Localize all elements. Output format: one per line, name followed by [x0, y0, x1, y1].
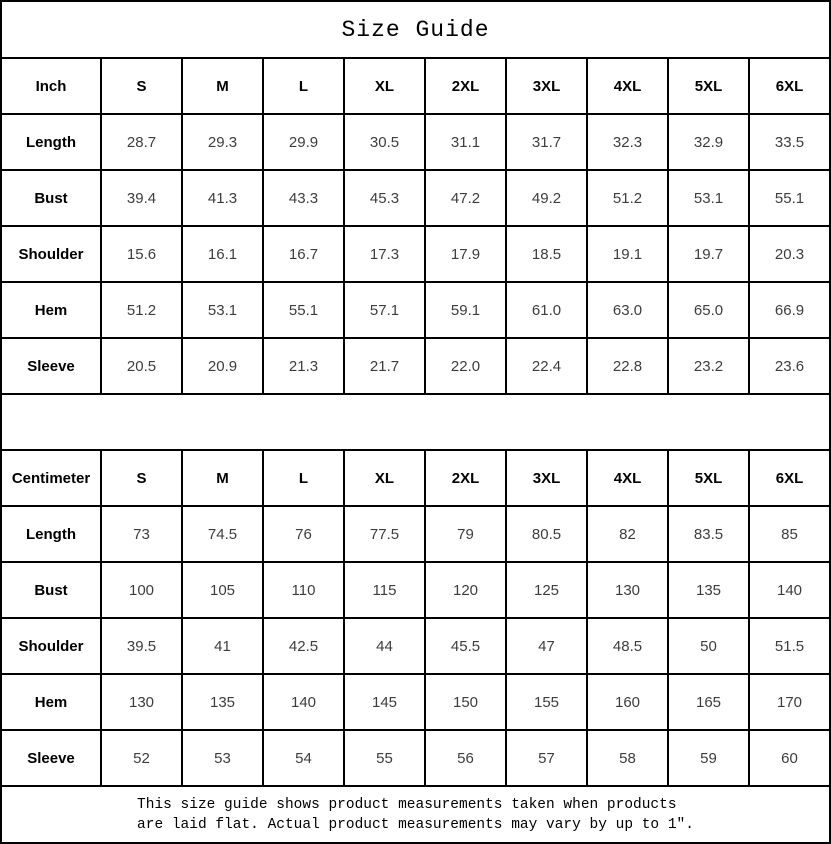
measurement-value: 23.6: [749, 338, 830, 394]
measurement-value: 74.5: [182, 506, 263, 562]
measurement-value: 59.1: [425, 282, 506, 338]
measurement-row: [1, 618, 830, 674]
measurement-value: 76: [263, 506, 344, 562]
size-column-s: S: [101, 58, 182, 114]
measurement-value: 125: [506, 562, 587, 618]
measurement-row: [1, 338, 830, 394]
measurement-value: 59: [668, 730, 749, 786]
measurement-value: 29.9: [263, 114, 344, 170]
measurement-value: 22.4: [506, 338, 587, 394]
size-column-l: L: [263, 58, 344, 114]
size-column-3xl: 3XL: [506, 450, 587, 506]
measurement-value: 145: [344, 674, 425, 730]
measurement-value: 17.3: [344, 226, 425, 282]
size-column-2xl: 2XL: [425, 450, 506, 506]
measurement-value: 30.5: [344, 114, 425, 170]
measurement-value: 45.3: [344, 170, 425, 226]
footer-row: [1, 786, 830, 843]
measurement-value: 85: [749, 506, 830, 562]
size-column-m: M: [182, 58, 263, 114]
measurement-value: 170: [749, 674, 830, 730]
measurement-value: 65.0: [668, 282, 749, 338]
measurement-value: 61.0: [506, 282, 587, 338]
size-column-6xl: 6XL: [749, 450, 830, 506]
inch-table-body: [1, 58, 830, 394]
measurement-value: 31.7: [506, 114, 587, 170]
measurement-value: 140: [749, 562, 830, 618]
size-column-5xl: 5XL: [668, 58, 749, 114]
measurement-value: 135: [668, 562, 749, 618]
measurement-value: 28.7: [101, 114, 182, 170]
measurement-value: 60: [749, 730, 830, 786]
measurement-value: 54: [263, 730, 344, 786]
measurement-value: 18.5: [506, 226, 587, 282]
measurement-label: Bust: [1, 562, 101, 618]
measurement-row: [1, 674, 830, 730]
size-column-3xl: 3XL: [506, 58, 587, 114]
measurement-label: Bust: [1, 170, 101, 226]
measurement-value: 57: [506, 730, 587, 786]
measurement-value: 43.3: [263, 170, 344, 226]
measurement-value: 32.9: [668, 114, 749, 170]
measurement-value: 16.1: [182, 226, 263, 282]
measurement-value: 160: [587, 674, 668, 730]
measurement-value: 83.5: [668, 506, 749, 562]
measurement-value: 130: [101, 674, 182, 730]
measurement-value: 53.1: [668, 170, 749, 226]
measurement-value: 130: [587, 562, 668, 618]
measurement-row: [1, 562, 830, 618]
size-header-row: [1, 450, 830, 506]
measurement-value: 63.0: [587, 282, 668, 338]
measurement-value: 19.1: [587, 226, 668, 282]
measurement-value: 48.5: [587, 618, 668, 674]
measurement-value: 17.9: [425, 226, 506, 282]
measurement-row: [1, 506, 830, 562]
measurement-value: 33.5: [749, 114, 830, 170]
measurement-value: 45.5: [425, 618, 506, 674]
unit-header: Centimeter: [1, 450, 101, 506]
measurement-label: Length: [1, 114, 101, 170]
measurement-value: 100: [101, 562, 182, 618]
size-column-6xl: 6XL: [749, 58, 830, 114]
measurement-value: 135: [182, 674, 263, 730]
measurement-label: Hem: [1, 674, 101, 730]
measurement-value: 21.7: [344, 338, 425, 394]
measurement-label: Shoulder: [1, 226, 101, 282]
measurement-row: [1, 170, 830, 226]
measurement-value: 39.5: [101, 618, 182, 674]
table-spacer-row: [1, 394, 830, 450]
measurement-value: 15.6: [101, 226, 182, 282]
size-column-4xl: 4XL: [587, 58, 668, 114]
measurement-value: 56: [425, 730, 506, 786]
measurement-row: [1, 226, 830, 282]
measurement-label: Length: [1, 506, 101, 562]
measurement-value: 50: [668, 618, 749, 674]
unit-header: Inch: [1, 58, 101, 114]
measurement-value: 41: [182, 618, 263, 674]
measurement-value: 53.1: [182, 282, 263, 338]
measurement-value: 57.1: [344, 282, 425, 338]
measurement-row: [1, 282, 830, 338]
measurement-value: 80.5: [506, 506, 587, 562]
measurement-value: 55.1: [263, 282, 344, 338]
measurement-value: 42.5: [263, 618, 344, 674]
measurement-label: Shoulder: [1, 618, 101, 674]
measurement-value: 22.8: [587, 338, 668, 394]
measurement-value: 52: [101, 730, 182, 786]
size-column-xl: XL: [344, 58, 425, 114]
measurement-value: 20.3: [749, 226, 830, 282]
measurement-row: [1, 114, 830, 170]
measurement-value: 47: [506, 618, 587, 674]
measurement-value: 82: [587, 506, 668, 562]
measurement-value: 19.7: [668, 226, 749, 282]
measurement-value: 23.2: [668, 338, 749, 394]
page-title: Size Guide: [1, 1, 830, 58]
measurement-value: 29.3: [182, 114, 263, 170]
measurement-value: 20.5: [101, 338, 182, 394]
size-column-m: M: [182, 450, 263, 506]
measurement-row: [1, 730, 830, 786]
measurement-label: Hem: [1, 282, 101, 338]
measurement-value: 120: [425, 562, 506, 618]
footer-line-2: are laid flat. Actual product measurements may vary by up to 1″.: [137, 816, 694, 833]
size-column-s: S: [101, 450, 182, 506]
title-row: [1, 1, 830, 58]
measurement-value: 165: [668, 674, 749, 730]
measurement-value: 16.7: [263, 226, 344, 282]
measurement-value: 58: [587, 730, 668, 786]
measurement-value: 22.0: [425, 338, 506, 394]
footer-note-cell: [1, 786, 830, 843]
measurement-value: 49.2: [506, 170, 587, 226]
measurement-value: 51.2: [587, 170, 668, 226]
measurement-label: Sleeve: [1, 730, 101, 786]
measurement-value: 77.5: [344, 506, 425, 562]
measurement-value: 79: [425, 506, 506, 562]
measurement-value: 73: [101, 506, 182, 562]
footer-note: [137, 795, 694, 835]
measurement-value: 41.3: [182, 170, 263, 226]
size-column-2xl: 2XL: [425, 58, 506, 114]
measurement-value: 140: [263, 674, 344, 730]
measurement-value: 39.4: [101, 170, 182, 226]
measurement-value: 55: [344, 730, 425, 786]
measurement-value: 55.1: [749, 170, 830, 226]
measurement-value: 32.3: [587, 114, 668, 170]
measurement-value: 47.2: [425, 170, 506, 226]
size-column-xl: XL: [344, 450, 425, 506]
measurement-value: 105: [182, 562, 263, 618]
size-column-4xl: 4XL: [587, 450, 668, 506]
measurement-value: 66.9: [749, 282, 830, 338]
measurement-value: 51.2: [101, 282, 182, 338]
measurement-value: 20.9: [182, 338, 263, 394]
centimeter-table-body: [1, 450, 830, 786]
measurement-label: Sleeve: [1, 338, 101, 394]
measurement-value: 21.3: [263, 338, 344, 394]
footer-line-1: This size guide shows product measurements taken when products: [137, 796, 677, 813]
measurement-value: 44: [344, 618, 425, 674]
size-header-row: [1, 58, 830, 114]
measurement-value: 51.5: [749, 618, 830, 674]
size-column-5xl: 5XL: [668, 450, 749, 506]
measurement-value: 53: [182, 730, 263, 786]
table-spacer: [1, 394, 830, 450]
measurement-value: 115: [344, 562, 425, 618]
size-column-l: L: [263, 450, 344, 506]
measurement-value: 110: [263, 562, 344, 618]
measurement-value: 31.1: [425, 114, 506, 170]
measurement-value: 150: [425, 674, 506, 730]
measurement-value: 155: [506, 674, 587, 730]
